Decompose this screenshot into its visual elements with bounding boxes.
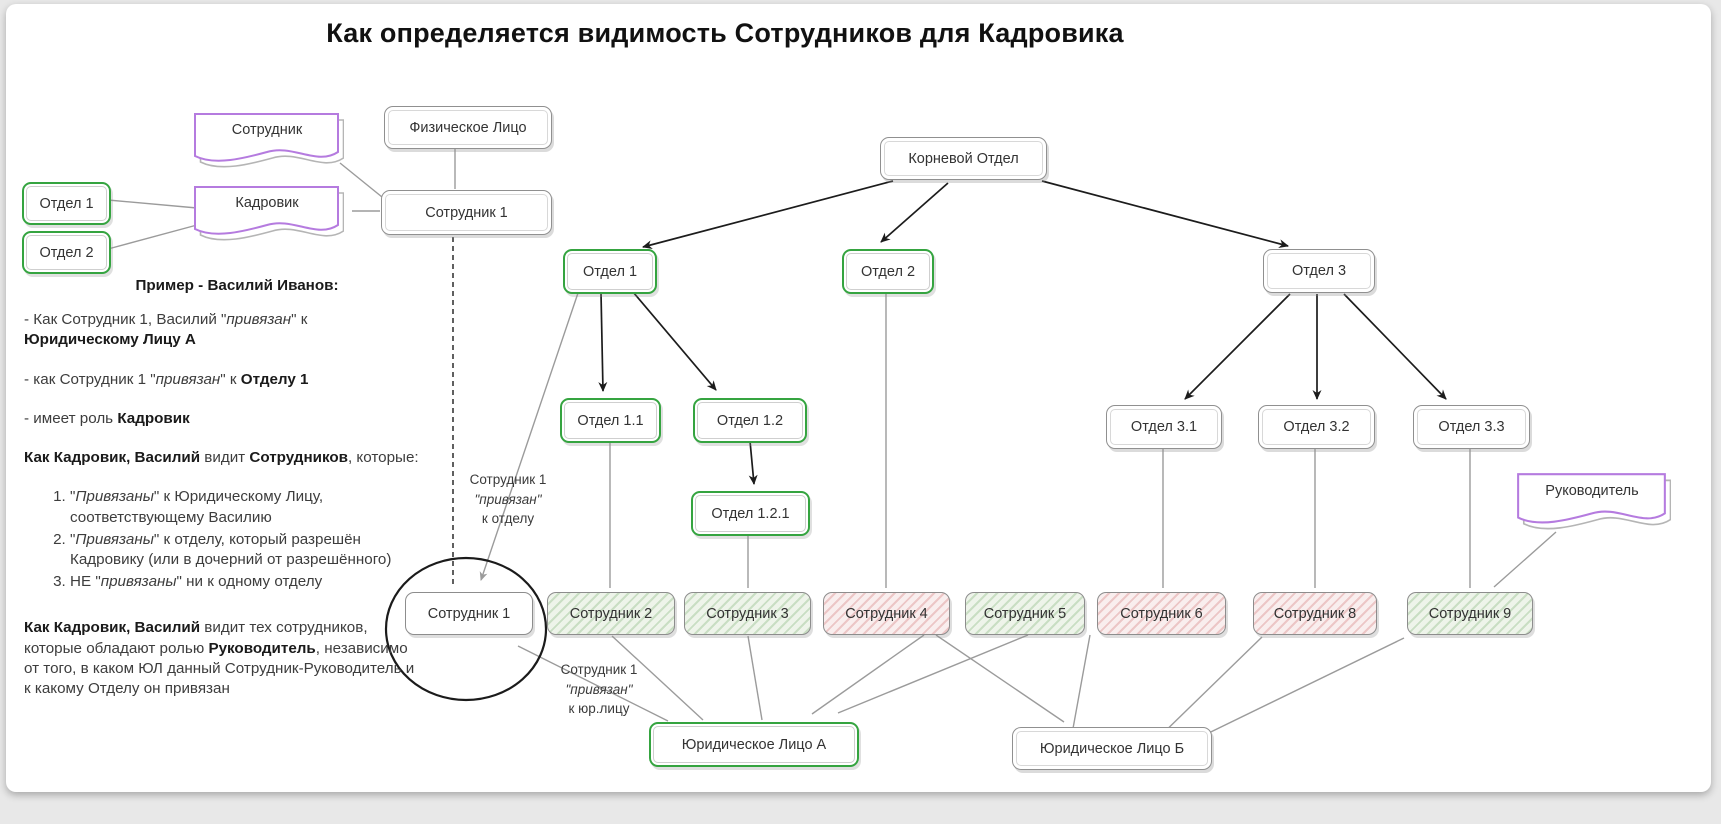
dept-3-2-label: Отдел 3.2 (1283, 419, 1350, 435)
employee-8-label: Сотрудник 8 (1273, 605, 1357, 622)
employee-node-6 (1097, 592, 1226, 635)
employee-4-label: Сотрудник 4 (845, 605, 928, 622)
role-manager-label: Руководитель (1545, 483, 1639, 500)
annotation-legal-link (540, 660, 658, 719)
annotation-line: к юр.лицу (568, 701, 630, 717)
employee-5-label: Сотрудник 5 (983, 605, 1067, 622)
root-department-label: Корневой Отдел (908, 150, 1019, 167)
legal-entity-b-label: Юридическое Лицо Б (1039, 740, 1185, 757)
dept-3-3-node (1413, 405, 1530, 449)
example-point-2: - как Сотрудник 1 "привязан" к Отделу 1 (24, 370, 309, 388)
employee1-card-node (381, 190, 552, 235)
physical-person-node (384, 106, 552, 149)
employee-1-label: Сотрудник 1 (427, 605, 511, 622)
employee-6-label: Сотрудник 6 (1120, 605, 1203, 622)
annotation-line: Сотрудник 1 (560, 662, 638, 677)
example-point-3: - имеет роль Кадровик (24, 409, 190, 427)
allowed-dept-2 (22, 231, 111, 274)
employee-node-8 (1253, 592, 1377, 635)
role-hr-shape (190, 181, 344, 243)
visibility-rule-3: 3. НЕ "привязаны" ни к одному отделу (70, 572, 422, 592)
dept-3-node (1263, 249, 1375, 293)
dept-2-node (842, 249, 934, 294)
page-title: Как определяется видимость Сотрудников для Кадровика (326, 18, 1124, 48)
employee-3-label: Сотрудник 3 (706, 605, 789, 622)
role-employee-shape (190, 108, 344, 170)
visibility-rule-1: 1. "Привязаны" к Юридическому Лицу, соответствующему Василию (70, 487, 422, 527)
dept-1-1-label: Отдел 1.1 (577, 412, 644, 429)
employee-9-label: Сотрудник 9 (1428, 605, 1512, 622)
employee-2-label: Сотрудник 2 (569, 605, 653, 622)
role-hr-label: Кадровик (235, 195, 299, 212)
visibility-intro: Как Кадровик, Василий видит Сотрудников, которые: (24, 449, 419, 467)
root-department-node (880, 137, 1047, 180)
dept-1-node (563, 249, 657, 294)
annotation-line: к отделу (481, 511, 535, 527)
dept-1-2-node (693, 398, 807, 443)
role-employee-label: Сотрудник (231, 122, 303, 139)
legal-entity-b-node (1012, 727, 1212, 770)
employee-node-1 (405, 592, 533, 635)
dept-1-2-1-label: Отдел 1.2.1 (711, 505, 790, 522)
role-manager-shape (1513, 468, 1671, 532)
example-heading: Пример - Василий Иванов: (135, 277, 339, 294)
dept-3-3-label: Отдел 3.3 (1438, 419, 1505, 435)
employee-node-4 (823, 592, 950, 635)
employee-node-2 (547, 592, 675, 635)
example-point-1: - Как Сотрудник 1, Василий "привязан" к Юридическому Лицу А (24, 311, 308, 349)
legal-entity-a-label: Юридическое Лицо А (681, 736, 827, 753)
allowed-dept-1 (22, 182, 111, 225)
allowed-dept-2-label: Отдел 2 (39, 244, 94, 261)
employee-node-5 (965, 592, 1085, 635)
dept-3-label: Отдел 3 (1291, 263, 1347, 279)
allowed-dept-1-label: Отдел 1 (39, 195, 94, 212)
dept-1-2-label: Отдел 1.2 (716, 412, 784, 429)
annotation-line: "привязан" (474, 491, 542, 507)
dept-2-label: Отдел 2 (860, 263, 916, 280)
annotation-line: Сотрудник 1 (469, 472, 547, 487)
employee-node-9 (1407, 592, 1533, 635)
dept-3-2-node (1258, 405, 1375, 449)
dept-1-2-1-node (691, 491, 810, 536)
employee-node-3 (684, 592, 811, 635)
dept-1-1-node (560, 398, 661, 443)
annotation-dept-link (452, 470, 564, 529)
example-text-block (24, 276, 422, 718)
employee1-card-label: Сотрудник 1 (425, 204, 508, 221)
dept-1-label: Отдел 1 (582, 263, 638, 280)
manager-visibility-note: Как Кадровик, Василий видит тех сотрудников, которые обладают ролью Руководитель, независимо от того, в каком ЮЛ данный Сотрудник-Руководитель и к какому Отделу он привязан (24, 619, 415, 698)
physical-person-label: Физическое Лицо (409, 119, 527, 136)
dept-3-1-node (1106, 405, 1222, 449)
visibility-rules-list (24, 487, 422, 592)
annotation-line: "привязан" (565, 681, 633, 697)
dept-3-1-label: Отдел 3.1 (1130, 419, 1198, 435)
legal-entity-a-node (649, 722, 859, 767)
visibility-rule-2: 2. "Привязаны" к отделу, который разрешён Кадровику (или в дочерний от разрешённого) (70, 530, 422, 570)
